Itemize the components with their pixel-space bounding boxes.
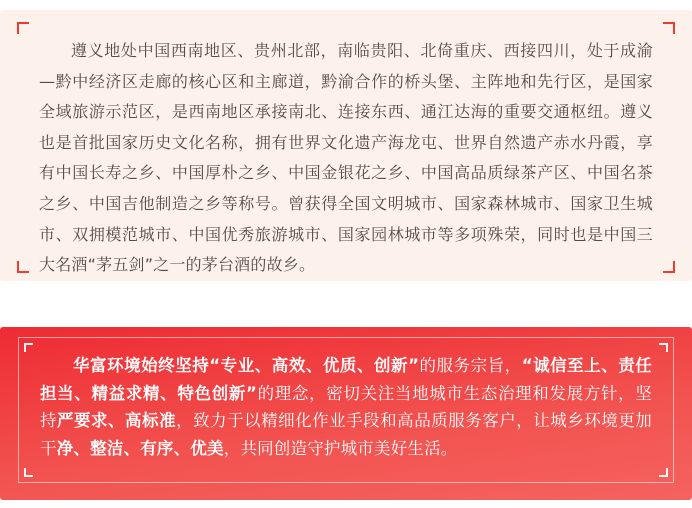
mission-text-segment: 华富环境始终坚持 [73, 356, 210, 375]
corner-bracket-bottom-right-icon [663, 261, 675, 273]
mission-text-segment: “诚信至上、责任担当、精益求精、特色创新” [40, 356, 652, 403]
mission-corner-bracket-top-left-icon [24, 343, 33, 352]
mission-corner-bracket-bottom-right-icon [659, 468, 668, 477]
intro-section [0, 10, 692, 281]
mission-text-segment: 净、整洁、有序、优美 [56, 439, 224, 459]
corner-bracket-top-left-icon [17, 22, 29, 34]
mission-text-segment: ，致力于以精细化作业手段和高品质服务客户，让城乡环境更加干 [40, 411, 652, 459]
mission-corner-bracket-bottom-left-icon [24, 468, 33, 477]
mission-text-segment: 严要求、高标准 [57, 411, 177, 431]
mission-text-segment: 的服务宗旨， [419, 356, 522, 375]
mission-paragraph [40, 352, 652, 463]
mission-text-segment: 的理念，密切关注当地城市生态治理和发展方针，坚持 [40, 383, 652, 431]
intro-paragraph: 遵义地处中国西南地区、贵州北部，南临贵阳、北倚重庆、西接四川，处于成渝—黔中经济区走廊的核心区和主廊道，黔渝合作的桥头堡、主阵地和先行区，是国家全域旅游示范区，是西南地区承接南北、连接东西、通江达海的重要交通枢纽。遵义也是首批国家历史文化名称，拥有世界文化遗产海龙屯、世界自然遗产赤水丹霞，享有中国长寿之乡、中国厚朴之乡、中国金银花之乡、中国高品质绿茶产区、中国名茶之乡、中国吉他制造之乡等称号。曾获得全国文明城市、国家森林城市、国家卫生城市、双拥模范城市、中国优秀旅游城市、国家园林城市等多项殊荣，同时也是中国三大名酒“茅五剑”之一的茅台酒的故乡。 [39, 41, 653, 275]
mission-text-segment: ，共同创造守护城市美好生活。 [223, 439, 458, 459]
mission-corner-bracket-top-right-icon [659, 343, 668, 352]
corner-bracket-bottom-left-icon [17, 261, 29, 273]
mission-text-segment: “专业、高效、优质、创新” [209, 356, 420, 375]
mission-banner [0, 327, 692, 500]
corner-bracket-top-right-icon [663, 22, 675, 34]
